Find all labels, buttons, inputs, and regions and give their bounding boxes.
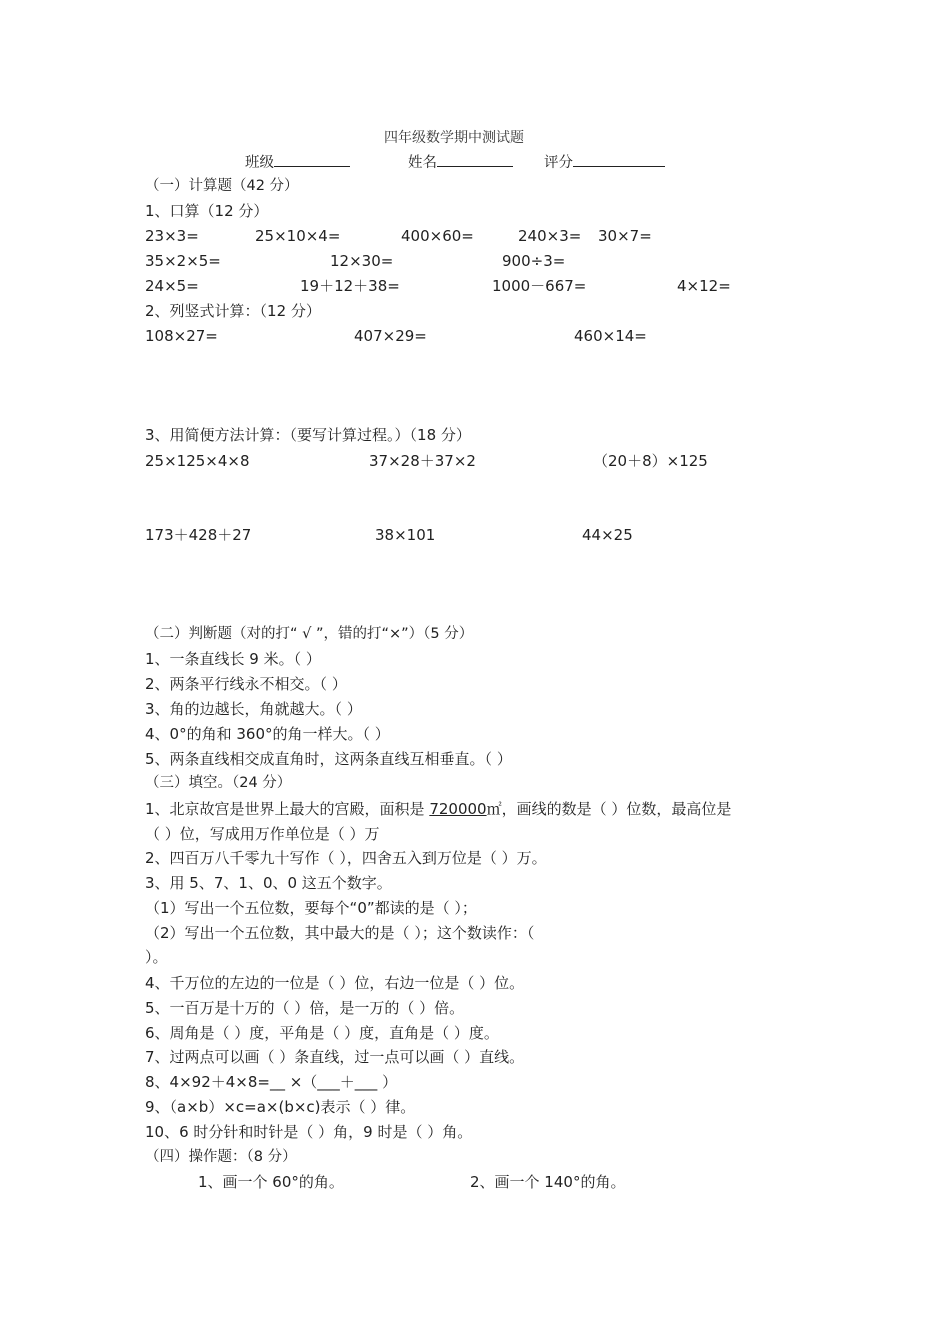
class-field xyxy=(245,152,350,173)
fill-item-10: 10、6 时分针和时针是（ ）角，9 时是（ ）角。 xyxy=(145,1123,473,1141)
simplify-item: 25×125×4×8 xyxy=(145,452,250,470)
vertical-calc-item: 108×27= xyxy=(145,327,218,345)
section3-heading: （三）填空。（24 分） xyxy=(145,775,292,791)
fill-item-7: 7、过两点可以画（ ）条直线，过一点可以画（ ）直线。 xyxy=(145,1048,525,1066)
oral-item: 24×5= xyxy=(145,277,199,295)
fill-item-4: 4、千万位的左边的一位是（ ）位，右边一位是（ ）位。 xyxy=(145,974,525,992)
oral-item: 35×2×5= xyxy=(145,252,221,270)
fill-item-6: 6、周角是（ ）度，平角是（ ）度，直角是（ ）度。 xyxy=(145,1024,499,1042)
fill-item-3: 3、用 5、7、1、0、0 这五个数字。 xyxy=(145,874,392,892)
operate-item: 1、画一个 60°的角。 xyxy=(198,1173,344,1191)
fill-item-3b: （2）写出一个五位数，其中最大的是（ ）；这个数读作：（ xyxy=(145,924,535,942)
q3-heading: 3、用简便方法计算：（要写计算过程。）（18 分） xyxy=(145,426,471,444)
section1-heading: （一）计算题（42 分） xyxy=(145,178,299,194)
simplify-item: （20＋8）×125 xyxy=(593,452,708,470)
name-blank[interactable] xyxy=(437,152,513,167)
oral-item: 900÷3= xyxy=(502,252,566,270)
class-blank[interactable] xyxy=(274,152,350,167)
oral-item: 4×12= xyxy=(677,277,731,295)
fill-item-9: 9、（a×b）×c=a×(b×c)表示（ ）律。 xyxy=(145,1098,416,1116)
score-label: 评分 xyxy=(544,155,573,171)
fill-item-2: 2、四百万八千零九十写作（ ），四舍五入到万位是（ ）万。 xyxy=(145,849,547,867)
fill-item-3a: （1）写出一个五位数，要每个“0”都读的是（ ）； xyxy=(145,899,477,917)
vertical-calc-item: 407×29= xyxy=(354,327,427,345)
score-field xyxy=(544,152,665,173)
page-title: 四年级数学期中测试题 xyxy=(384,130,524,146)
fill-item-1: 1、北京故宫是世界上最大的宫殿，面积是 720000㎡，画线的数是（ ）位数，最高位是 xyxy=(145,800,732,818)
oral-item: 19＋12＋38= xyxy=(300,277,400,295)
name-label: 姓名 xyxy=(408,155,437,171)
fill-item-1-cont: （ ）位，写成用万作单位是（ ）万 xyxy=(145,825,380,843)
vertical-calc-item: 460×14= xyxy=(574,327,647,345)
fill-item-5: 5、一百万是十万的（ ）倍，是一万的（ ）倍。 xyxy=(145,999,465,1017)
oral-item: 1000－667= xyxy=(492,277,587,295)
section2-heading: （二）判断题（对的打“ √ ”，错的打“×”）（5 分） xyxy=(145,626,474,642)
judge-item: 5、两条直线相交成直角时，这两条直线互相垂直。（ ） xyxy=(145,750,512,768)
underlined-number: 720000 xyxy=(429,800,487,818)
simplify-item: 37×28＋37×2 xyxy=(369,452,476,470)
simplify-item: 173＋428＋27 xyxy=(145,526,252,544)
oral-item: 400×60= xyxy=(401,227,474,245)
score-blank[interactable] xyxy=(573,152,665,167)
class-label: 班级 xyxy=(245,155,274,171)
q2-heading: 2、列竖式计算：（12 分） xyxy=(145,302,321,320)
judge-item: 1、一条直线长 9 米。（ ） xyxy=(145,650,321,668)
oral-item: 25×10×4= xyxy=(255,227,341,245)
name-field xyxy=(408,152,513,173)
oral-item: 30×7= xyxy=(598,227,652,245)
fill-item-3b-end: ）。 xyxy=(145,948,168,966)
q1-heading: 1、口算（12 分） xyxy=(145,202,269,220)
fill-item-8: 8、4×92＋4×8=__ ×（___＋___ ） xyxy=(145,1073,398,1091)
judge-item: 3、角的边越长，角就越大。（ ） xyxy=(145,700,362,718)
oral-item: 23×3= xyxy=(145,227,199,245)
oral-item: 12×30= xyxy=(330,252,394,270)
oral-item: 240×3= xyxy=(518,227,582,245)
judge-item: 2、两条平行线永不相交。（ ） xyxy=(145,675,347,693)
simplify-item: 38×101 xyxy=(375,526,436,544)
judge-item: 4、0°的角和 360°的角一样大。（ ） xyxy=(145,725,390,743)
section4-heading: （四）操作题：（8 分） xyxy=(145,1149,297,1165)
operate-item: 2、画一个 140°的角。 xyxy=(470,1173,626,1191)
simplify-item: 44×25 xyxy=(582,526,633,544)
